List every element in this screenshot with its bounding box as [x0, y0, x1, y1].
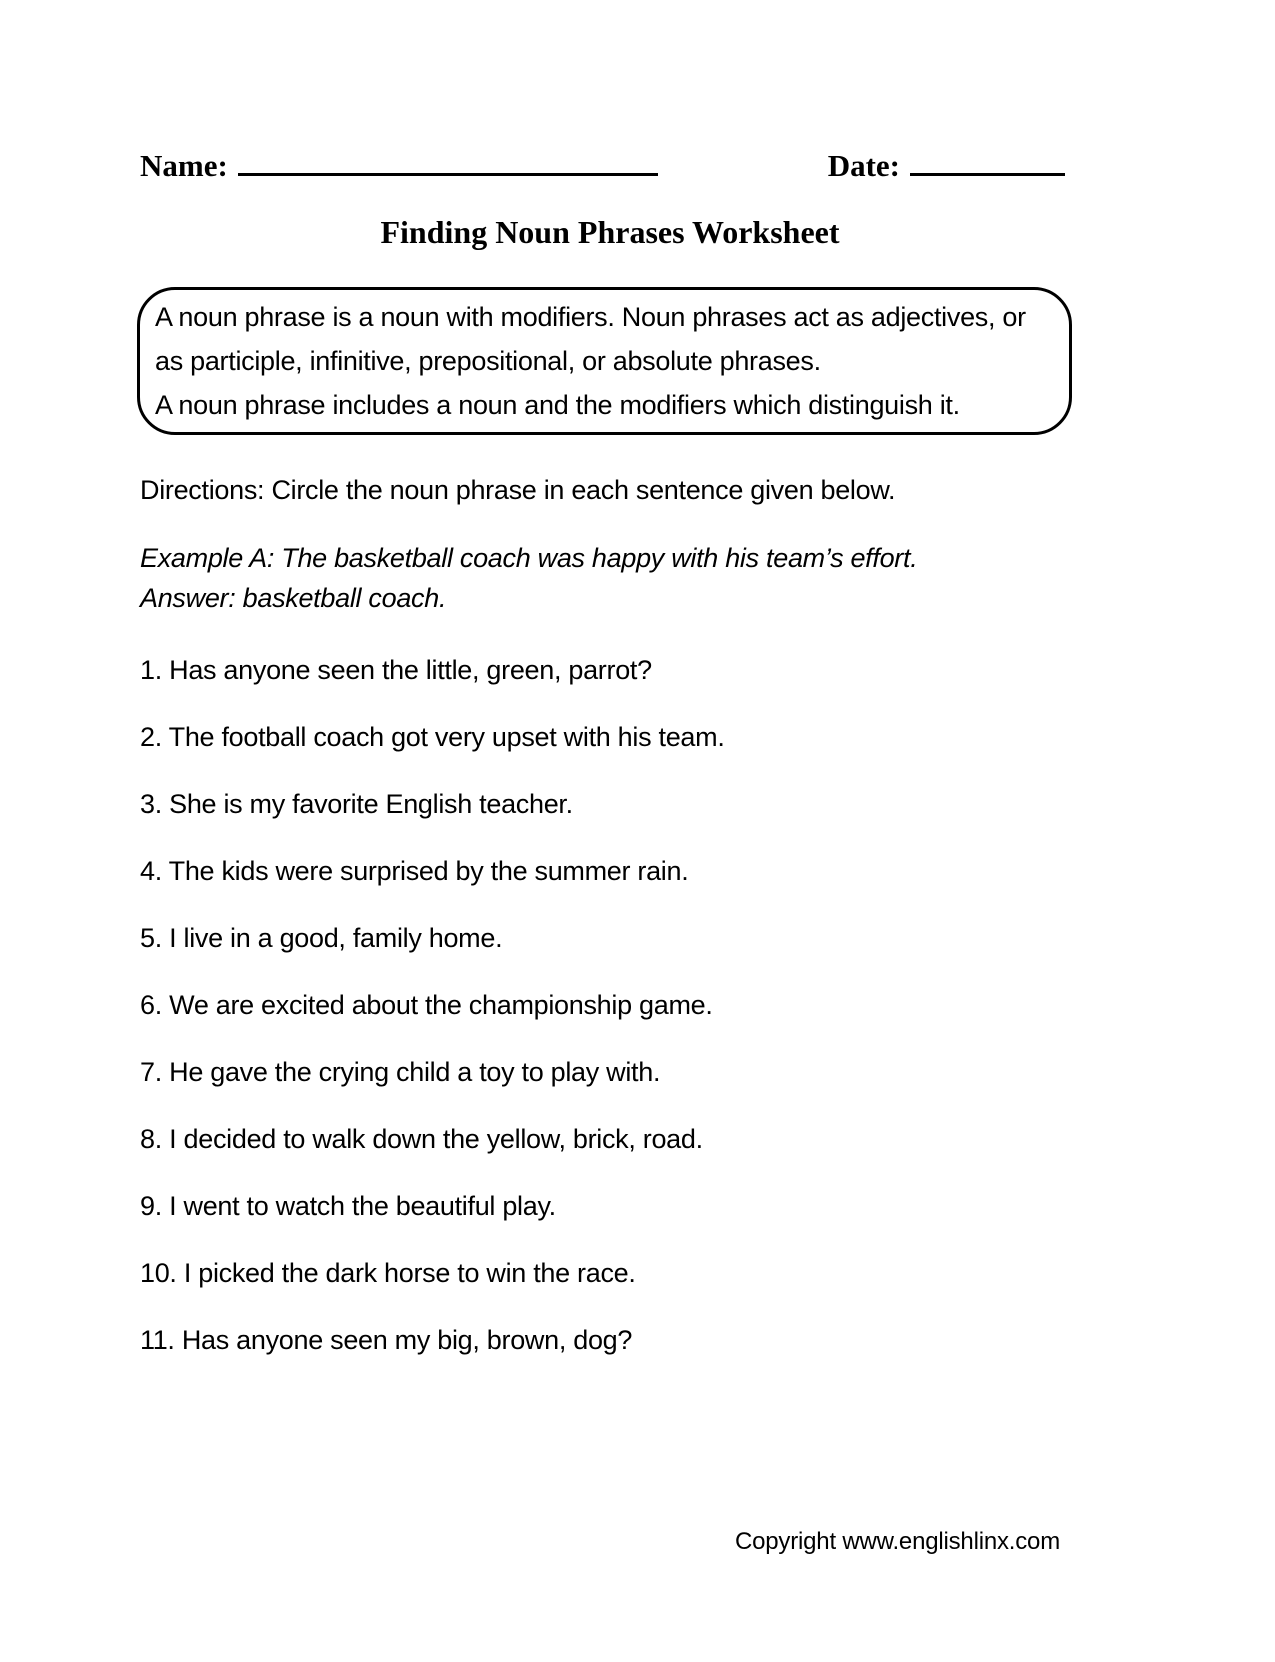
- answer-line: Answer: basketball coach.: [140, 583, 447, 613]
- sentence-item: 1. Has anyone seen the little, green, parrot?: [140, 655, 652, 685]
- header-row: [0, 0, 1275, 184]
- definition-box: [137, 287, 1072, 435]
- definition-paragraph-2: A noun phrase includes a noun and the modifiers which distinguish it.: [155, 390, 960, 420]
- sentence-item: 11. Has anyone seen my big, brown, dog?: [140, 1325, 633, 1355]
- sentence-item: 10. I picked the dark horse to win the race.: [140, 1258, 636, 1288]
- sentence-item: 3. She is my favorite English teacher.: [140, 789, 573, 819]
- sentence-item: 4. The kids were surprised by the summer rain.: [140, 856, 689, 886]
- definition-paragraph-1: A noun phrase is a noun with modifiers. Noun phrases act as adjectives, or as participle, infinitive, prepositional, or absolute phrases.: [155, 302, 1026, 376]
- date-label: Date:: [827, 148, 900, 183]
- sentence-item: 6. We are excited about the championship game.: [140, 990, 713, 1020]
- copyright-text: Copyright www.englishlinx.com: [735, 1528, 1060, 1555]
- date-blank-line: [910, 143, 1065, 176]
- name-blank-line: [238, 143, 658, 176]
- sentence-item: 5. I live in a good, family home.: [140, 923, 503, 953]
- sentence-item: 2. The football coach got very upset with his team.: [140, 722, 725, 752]
- sentence-item: 7. He gave the crying child a toy to play with.: [140, 1057, 661, 1087]
- sentences-list: [140, 656, 1120, 1354]
- sentence-item: 8. I decided to walk down the yellow, brick, road.: [140, 1124, 703, 1154]
- name-field: [140, 143, 658, 184]
- directions-text: Directions: Circle the noun phrase in each sentence given below.: [140, 475, 896, 505]
- sentence-item: 9. I went to watch the beautiful play.: [140, 1191, 556, 1221]
- example-block: [140, 538, 1090, 618]
- example-line: Example A: The basketball coach was happy with his team’s effort.: [140, 543, 918, 573]
- name-label: Name:: [140, 148, 228, 183]
- date-field: [828, 143, 1065, 184]
- page-title: Finding Noun Phrases Worksheet: [380, 214, 840, 250]
